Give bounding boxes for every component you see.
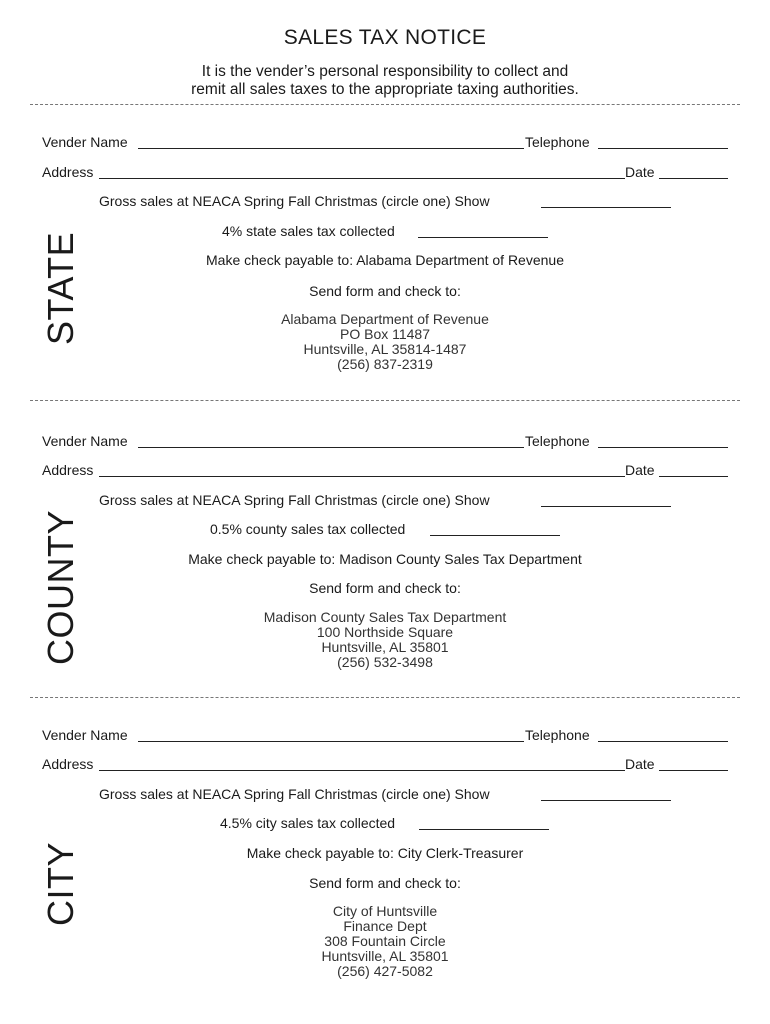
mailing-address-line: PO Box 11487: [339, 326, 431, 342]
date-label: Date: [625, 756, 655, 772]
subtitle-line-2: remit all sales taxes to the appropriate taxing authorities.: [191, 81, 579, 98]
mailing-address-line: City of Huntsville: [332, 903, 438, 919]
mailing-address-line: Madison County Sales Tax Department: [263, 609, 507, 625]
date-field[interactable]: [659, 178, 728, 179]
vender-name-label: Vender Name: [42, 433, 128, 449]
date-label: Date: [625, 164, 655, 180]
mailing-address-line: (256) 837-2319: [337, 356, 433, 372]
tax-collected-label: 4.5% city sales tax collected: [220, 815, 396, 831]
address-field[interactable]: [99, 770, 625, 771]
payable-to-text: Make check payable to: City Clerk-Treasurer: [246, 845, 524, 861]
gross-sales-field[interactable]: [541, 506, 671, 507]
gross-sales-label: Gross sales at NEACA Spring Fall Christmas (circle one) Show: [99, 492, 490, 508]
send-to-text: Send form and check to:: [309, 580, 461, 596]
send-to-text: Send form and check to:: [309, 875, 461, 891]
cut-line: [30, 104, 740, 105]
mailing-address-line: Huntsville, AL 35801: [321, 948, 449, 964]
date-field[interactable]: [659, 770, 728, 771]
gross-sales-field[interactable]: [541, 207, 671, 208]
page-title: SALES TAX NOTICE: [283, 26, 487, 49]
vender-name-field[interactable]: [138, 741, 524, 742]
section-side-label: COUNTY: [40, 510, 81, 665]
mailing-address-line: (256) 427-5082: [337, 963, 433, 979]
date-field[interactable]: [659, 476, 728, 477]
tax-collected-field[interactable]: [430, 535, 560, 536]
tax-collected-label: 0.5% county sales tax collected: [210, 521, 406, 537]
mailing-address-line: 100 Northside Square: [316, 624, 454, 640]
vender-name-label: Vender Name: [42, 134, 128, 150]
mailing-address-line: (256) 532-3498: [337, 654, 433, 670]
mailing-address-line: Alabama Department of Revenue: [281, 311, 489, 327]
mailing-address-line: 308 Fountain Circle: [324, 933, 446, 949]
vender-name-field[interactable]: [138, 447, 524, 448]
gross-sales-label: Gross sales at NEACA Spring Fall Christmas (circle one) Show: [99, 193, 490, 209]
vender-name-field[interactable]: [138, 148, 524, 149]
section-side-label: CITY: [40, 841, 81, 926]
mailing-address-line: Huntsville, AL 35814-1487: [303, 341, 467, 357]
telephone-field[interactable]: [598, 741, 728, 742]
mailing-address-line: Finance Dept: [343, 918, 427, 934]
tax-collected-field[interactable]: [419, 829, 549, 830]
subtitle-line-1: It is the vender’s personal responsibility to collect and: [201, 63, 569, 80]
address-label: Address: [42, 164, 94, 180]
tax-collected-label: 4% state sales tax collected: [222, 223, 395, 239]
address-field[interactable]: [99, 178, 625, 179]
date-label: Date: [625, 462, 655, 478]
telephone-field[interactable]: [598, 447, 728, 448]
address-label: Address: [42, 756, 94, 772]
address-label: Address: [42, 462, 94, 478]
vender-name-label: Vender Name: [42, 727, 128, 743]
telephone-label: Telephone: [525, 134, 590, 150]
gross-sales-label: Gross sales at NEACA Spring Fall Christmas (circle one) Show: [99, 786, 490, 802]
mailing-address-line: Huntsville, AL 35801: [321, 639, 449, 655]
telephone-label: Telephone: [525, 727, 590, 743]
payable-to-text: Make check payable to: Alabama Department of Revenue: [206, 252, 564, 268]
telephone-label: Telephone: [525, 433, 590, 449]
address-field[interactable]: [99, 476, 625, 477]
send-to-text: Send form and check to:: [309, 283, 461, 299]
section-side-label: STATE: [40, 231, 81, 345]
gross-sales-field[interactable]: [541, 800, 671, 801]
cut-line: [30, 697, 740, 698]
cut-line: [30, 400, 740, 401]
telephone-field[interactable]: [598, 148, 728, 149]
tax-collected-field[interactable]: [418, 237, 548, 238]
payable-to-text: Make check payable to: Madison County Sales Tax Department: [188, 551, 582, 567]
